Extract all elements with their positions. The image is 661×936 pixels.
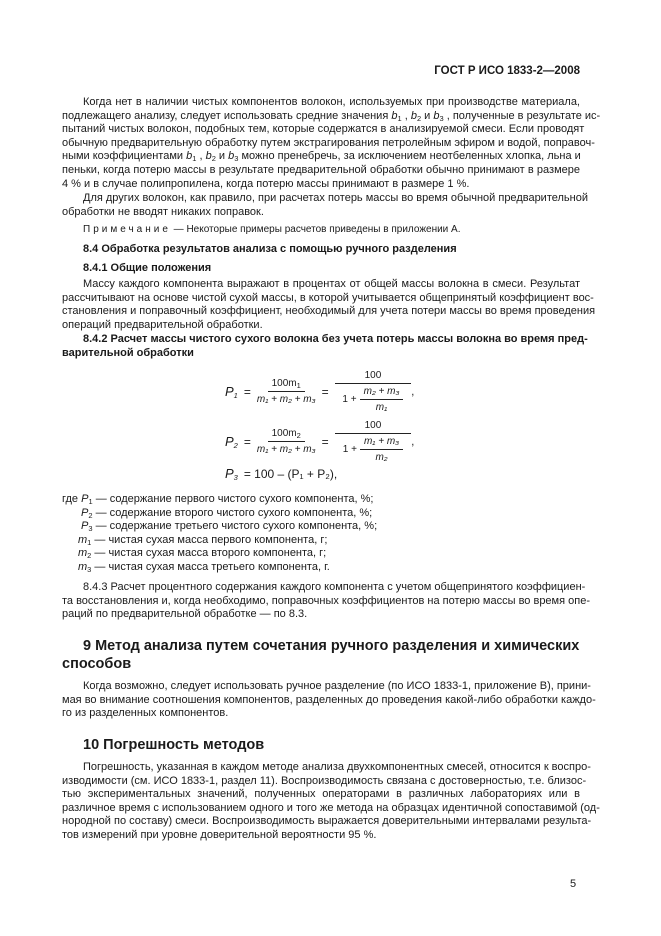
- math-symbol: $b_2$: [205, 150, 216, 164]
- fraction: $\frac{100m_2}{\text{m₁ + m₂ + m₃}}$: [256, 428, 316, 455]
- note-text: — Некоторые примеры расчетов приведены в приложении А.: [170, 224, 461, 235]
- text-line: мая во внимание соотношения компонентов, разделенных до проведения какой-либо обработки каждо-: [62, 693, 596, 706]
- text-line: различное время с использованием одного и того же метода на образцах идентичной сопоставимой (од-: [62, 801, 600, 814]
- formula-p1: $P_1$ = $\frac{100m_1}{\text{m₁ + m₂ + m₃}}$ = 100 1 + $\frac{\text{m₂ + m₃}}{\text{m₁}}$ ,: [225, 370, 415, 413]
- paragraph: [62, 278, 596, 332]
- text-line: Для других волокон, как правило, при расчетах потерь массы во время обычной предварительной: [83, 192, 588, 204]
- text-line: ными коэффициентами $b_1$ , $b_2$ и $b_3$ можно пренебречь, за исключением неотбеленных хлопка, льна и: [62, 150, 581, 164]
- math-symbol: $m_1$: [78, 533, 92, 547]
- text-line: нородной по составу) смеси. Воспроизводимость выражается доверительными интервалами результа-: [62, 815, 592, 828]
- text-line: тью экспериментальных значений, полученных операторами в различных лабораториях или в: [62, 788, 580, 801]
- note-label: Примечание: [83, 224, 171, 235]
- formula-legend: [62, 493, 580, 575]
- paragraph: [62, 761, 600, 843]
- section-heading: [62, 736, 580, 754]
- text-line: рассчитывают на основе чистой сухой массы, в которой учитывается общепринятый коэффициент вос-: [62, 291, 594, 304]
- math-symbol: $P_3$: [81, 520, 93, 534]
- text-line: операций предварительной обработки.: [62, 318, 263, 331]
- text-line: варительной обработки: [62, 346, 194, 359]
- clause-heading: [62, 262, 580, 276]
- document-header: ГОСТ Р ИСО 1833-2—2008: [434, 65, 580, 77]
- paragraph: [62, 96, 601, 191]
- text-line: $P_3$ — содержание третьего чистого сухого компонента, %;: [81, 520, 378, 534]
- section-heading: [62, 637, 580, 673]
- text-line: Когда нет в наличии чистых компонентов волокон, используемых при производстве материала,: [83, 96, 580, 108]
- text-line: 4 % и в случае полипропилена, когда потерю массы принимают в размере 1 %.: [62, 177, 470, 190]
- text-line: 8.4.1 Общие положения: [83, 262, 212, 274]
- text-line: го из разделенных компонентов.: [62, 707, 229, 720]
- text-line: та восстановления и, когда необходимо, поправочных коэффициентов на потерю массы во время опе-: [62, 594, 590, 607]
- math-symbol: $P_1$: [81, 493, 93, 506]
- math-symbol: $m_3$: [78, 560, 92, 574]
- formula-p2: $P_2$ = $\frac{100m_2}{\text{m₁ + m₂ + m₃}}$ = 100 1 + $\frac{\text{m₁ + m₃}}{\text{m₂}}$ ,: [225, 420, 415, 463]
- text-line: где $P_1$ — содержание первого чистого сухого компонента, %;: [62, 493, 374, 506]
- math-symbol: $b_3$: [228, 150, 239, 164]
- text-line: $m_1$ — чистая сухая масса первого компонента, г;: [78, 533, 328, 547]
- subsection-heading: [62, 243, 580, 257]
- text-line: становления и поправочный коэффициент, необходимый для учета потери массы во время проведения: [62, 305, 596, 318]
- formula-p3: $P_3$ = 100 – (P₁ + P₂),: [225, 466, 338, 482]
- text-line: обычную предварительную обработку путем экстрагирования петролейным эфиром и водой, поправоч-: [62, 136, 595, 149]
- fraction: 100 1 + $\frac{\text{m₁ + m₃}}{\text{m₂}}$: [335, 420, 412, 463]
- paragraph: [62, 581, 590, 622]
- text-line: 8.4.3 Расчет процентного содержания каждого компонента с учетом общепринятого коэффициен-: [83, 581, 586, 593]
- text-line: 8.4.2 Расчет массы чистого сухого волокна без учета потерь массы волокна во время пред-: [83, 333, 588, 345]
- paragraph: [62, 680, 596, 721]
- text-line: пеньки, когда потерю массы в результате предварительной обработки обычно принимают в размере: [62, 163, 580, 176]
- page-number: 5: [570, 878, 577, 890]
- math-symbol: $b_2$: [410, 109, 422, 123]
- math-symbol: $m_2$: [78, 547, 92, 561]
- text-line: $m_2$ — чистая сухая масса второго компонента, г;: [78, 547, 327, 561]
- text-line: $P_2$ — содержание второго чистого сухого компонента, %;: [81, 506, 373, 520]
- paragraph: [62, 192, 588, 219]
- clause-heading: [62, 333, 588, 360]
- formula-lhs: $P_1$: [225, 384, 238, 400]
- formula-lhs: $P_3$: [225, 466, 238, 482]
- text-line: 10 Погрешность методов: [83, 737, 265, 753]
- text-line: пытаний чистых волокон, подобных тем, которые содержатся в анализируемой смеси. Если проводят: [62, 123, 585, 136]
- fraction: 100 1 + $\frac{\text{m₂ + m₃}}{\text{m₁}}$: [335, 370, 412, 413]
- text-line: изводимости (см. ИСО 1833-1, раздел 11). Воспроизводимость связана с достоверностью, т.е. близос-: [62, 774, 587, 787]
- formula-lhs: $P_2$: [225, 434, 238, 450]
- text-line: подлежащего анализу, следует использовать средние значения $b_1$ , $b_2$ и $b_3$ , полученные в результате ис-: [62, 109, 601, 123]
- note: [62, 223, 580, 237]
- math-symbol: $b_3$: [433, 109, 444, 123]
- text-line: $m_3$ — чистая сухая масса третьего компонента, г.: [78, 560, 330, 574]
- text-line: раций по предварительной обработке — по 8.3.: [62, 608, 308, 621]
- text-line: тов измерений при уровне доверительной вероятности 95 %.: [62, 828, 377, 841]
- math-symbol: $P_2$: [81, 506, 93, 520]
- text-line: способов: [62, 656, 132, 672]
- text-line: Когда возможно, следует использовать ручное разделение (по ИСО 1833-1, приложение В), прини-: [83, 680, 591, 692]
- text-line: обработки не вводят никаких поправок.: [62, 205, 264, 218]
- fraction: $\frac{100m_1}{\text{m₁ + m₂ + m₃}}$: [256, 378, 316, 405]
- math-symbol: $b_1$: [186, 150, 197, 164]
- text-line: Погрешность, указанная в каждом методе анализа двухкомпонентных смесей, относится к воспро-: [83, 761, 591, 773]
- math-symbol: $b_1$: [391, 109, 402, 123]
- text-line: Массу каждого компонента выражают в процентах от общей массы волокна в смеси. Результат: [83, 278, 580, 290]
- text-line: 9 Метод анализа путем сочетания ручного разделения и химических: [83, 638, 580, 654]
- text-line: 8.4 Обработка результатов анализа с помощью ручного разделения: [83, 243, 457, 255]
